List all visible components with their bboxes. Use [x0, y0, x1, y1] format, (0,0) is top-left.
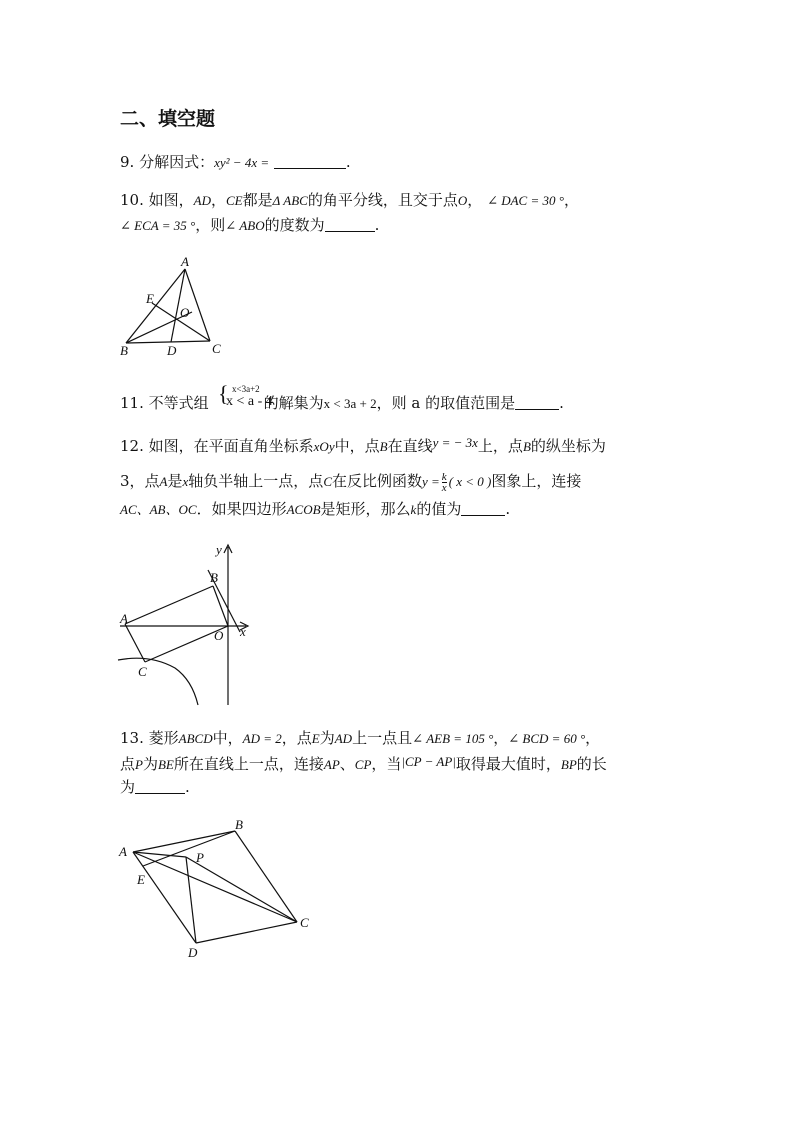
q10-label-b: B — [120, 343, 128, 358]
q12-label-b: B — [210, 570, 218, 585]
q11-system-brace: { — [218, 381, 229, 406]
q11-system-bottom: x < a - 4 — [226, 394, 273, 409]
q13-text: 为 — [319, 729, 335, 747]
q10-angle-abo: ∠ ABO — [225, 218, 265, 233]
q12-text: 如图，在平面直角坐标系 — [148, 437, 314, 455]
q13-ad: AD — [334, 731, 353, 746]
q9-number: 9. — [120, 153, 135, 171]
q13-text: ，当 — [371, 755, 402, 773]
q13-text: 、 — [339, 755, 355, 773]
q13-abcd: ABCD — [178, 731, 213, 746]
q13-text: ， — [493, 729, 509, 747]
q13-label-d: D — [188, 945, 198, 960]
q12-text: 轴负半轴上一点，点 — [188, 472, 324, 490]
q13-text: 取得最大值时， — [455, 755, 561, 773]
section-title: 二、填空题 — [120, 108, 216, 130]
q12-func-condition: ( x < 0 ) — [448, 474, 492, 489]
q10-comma: ， — [467, 191, 483, 209]
q13-angle-aeb: ∠ AEB = 105 ° — [412, 731, 494, 746]
q12-label-o: O — [214, 628, 224, 643]
q10-angle-dac: ∠ DAC = 30 ° — [487, 193, 564, 208]
q12-k: k — [410, 502, 417, 517]
q13-label-p: P — [196, 850, 204, 865]
q13-text: ，点 — [281, 729, 312, 747]
q11-text: ，则 a 的取值范围是 — [376, 394, 516, 412]
q13-text: 为 — [120, 778, 136, 796]
q13-bp: BP — [560, 757, 577, 772]
q12-text: 的纵坐标为 — [530, 437, 606, 455]
q10-label-d: D — [167, 343, 177, 358]
q12-text: 的值为 — [416, 500, 462, 518]
q12-point-c: C — [323, 474, 332, 489]
q13-label-c: C — [300, 915, 309, 930]
q12-xoy: xOy — [313, 439, 335, 454]
q13-number: 13. — [120, 729, 144, 747]
q12-point-a: A — [159, 474, 168, 489]
q13-be: BE — [157, 757, 174, 772]
q12-text: 上，点 — [477, 437, 523, 455]
q12-end: . — [505, 500, 511, 518]
q10-text: 的度数为 — [264, 216, 325, 234]
q13-text: 的长 — [576, 755, 607, 773]
q13-point-e: E — [311, 731, 320, 746]
q10-angle-eca: ∠ ECA = 35 ° — [120, 218, 196, 233]
q11-number: 11. — [120, 394, 144, 412]
q10-ce: CE — [226, 193, 243, 208]
q13-text: 点 — [120, 755, 136, 773]
q12-text: 在直线 — [387, 437, 433, 455]
q12-label-c: C — [138, 664, 147, 679]
q10-text: 如图， — [148, 191, 194, 209]
q13-abs-expression: |CP − AP| — [401, 754, 456, 769]
q12-text: 3，点 — [120, 472, 160, 490]
q12-segments: AC、AB、OC — [120, 502, 197, 517]
q12-text: ．如果四边形 — [196, 500, 287, 518]
q12-number: 12. — [120, 437, 144, 455]
q11-end: . — [559, 394, 564, 412]
q13-ad-eq: AD = 2 — [242, 731, 282, 746]
q12-x: x — [182, 474, 189, 489]
q12-acob: ACOB — [286, 502, 321, 517]
q11-text: 不等式组 — [148, 394, 209, 412]
q9-expression: xy² − 4x = — [214, 155, 270, 170]
q10-comma: ， — [211, 191, 227, 209]
q12-label-a: A — [120, 611, 128, 626]
q10-ad: AD — [193, 193, 211, 208]
q10-text: 的角平分线，且交于点 — [307, 191, 458, 209]
q12-line-equation: y = − 3x — [432, 435, 478, 450]
q12-point-b: B — [522, 439, 531, 454]
q9-text: 分解因式： — [139, 153, 215, 171]
q12-label-y: y — [216, 542, 222, 557]
q10-label-o: O — [180, 305, 190, 320]
q13-text: 菱形 — [148, 729, 179, 747]
q13-cp: CP — [354, 757, 372, 772]
q13-text: 上一点且 — [352, 729, 413, 747]
q13-ap: AP — [323, 757, 340, 772]
q11-text: 的解集为 — [263, 394, 324, 412]
q12-text: 中，点 — [334, 437, 380, 455]
q9-end: . — [345, 153, 351, 171]
q12-func-x: x — [441, 481, 447, 494]
q10-label-a: A — [181, 254, 189, 269]
q12-text: 在反比例函数 — [331, 472, 422, 490]
q13-angle-bcd: ∠ BCD = 60 ° — [508, 731, 586, 746]
q12-text: 是矩形，那么 — [320, 500, 411, 518]
q13-label-e: E — [137, 872, 145, 887]
q10-point-o: O — [457, 193, 468, 208]
q13-text: 中， — [212, 729, 243, 747]
q12-point-b: B — [379, 439, 388, 454]
q10-text: 都是 — [242, 191, 273, 209]
q12-label-x: x — [240, 624, 246, 639]
q12-text: 图象上，连接 — [491, 472, 582, 490]
q10-text: ，则 — [195, 216, 226, 234]
q13-text: ， — [585, 729, 601, 747]
q10-triangle: Δ ABC — [272, 193, 308, 208]
q10-end: . — [374, 216, 380, 234]
q13-end: . — [185, 778, 190, 796]
q12-text: 是 — [167, 472, 183, 490]
q11-solution: x < 3a + 2 — [323, 396, 377, 411]
q13-point-p: P — [135, 757, 143, 772]
q13-label-a: A — [119, 844, 127, 859]
q12-func-y: y = — [422, 474, 440, 489]
q10-label-c: C — [212, 341, 221, 356]
q10-label-e: E — [146, 291, 154, 306]
q11-system-top: x<3a+2 — [232, 384, 260, 394]
q13-text: 为 — [142, 755, 158, 773]
q10-comma: ， — [563, 191, 579, 209]
q10-number: 10. — [120, 191, 144, 209]
q12-func-k: k — [441, 470, 447, 483]
q13-text: 所在直线上一点，连接 — [173, 755, 324, 773]
q13-label-b: B — [235, 817, 243, 832]
